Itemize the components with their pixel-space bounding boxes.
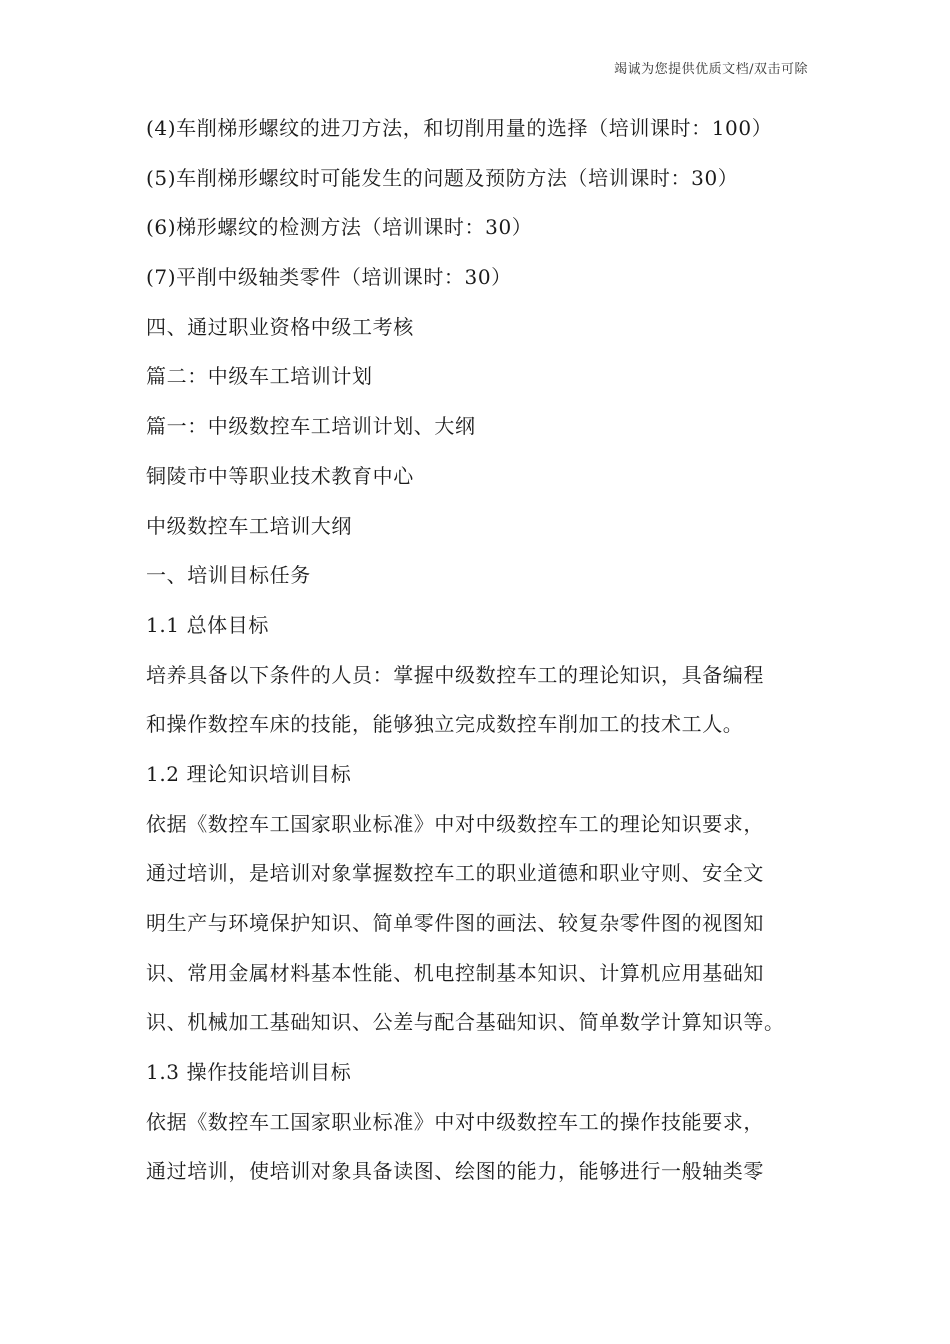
text-line: (6)梯形螺纹的检测方法（培训课时：30）	[146, 215, 533, 240]
subsection-heading: 1.2 理论知识培训目标	[146, 761, 352, 786]
subsection-heading: 1.1 总体目标	[146, 612, 269, 637]
text-line: 识、机械加工基础知识、公差与配合基础知识、简单数学计算知识等。	[146, 1010, 785, 1035]
text-line: 识、常用金属材料基本性能、机电控制基本知识、计算机应用基础知	[146, 960, 764, 985]
section-heading: 四、通过职业资格中级工考核	[146, 314, 414, 339]
text-line: 培养具备以下条件的人员：掌握中级数控车工的理论知识，具备编程	[146, 662, 764, 687]
text-line: 和操作数控车床的技能，能够独立完成数控车削加工的技术工人。	[146, 712, 744, 737]
text-line: 通过培训，是培训对象掌握数控车工的职业道德和职业守则、安全文	[146, 861, 764, 886]
section-heading: 一、培训目标任务	[146, 563, 311, 588]
document-body	[146, 104, 826, 1197]
text-line: (7)平削中级轴类零件（培训课时：30）	[146, 265, 512, 290]
document-title: 中级数控车工培训大纲	[146, 513, 352, 538]
text-line: (4)车削梯形螺纹的进刀方法，和切削用量的选择（培训课时：100）	[146, 116, 773, 140]
text-line: 依据《数控车工国家职业标准》中对中级数控车工的操作技能要求，	[146, 1109, 764, 1134]
header-note: 竭诚为您提供优质文档/双击可除	[614, 62, 808, 77]
subsection-heading: 1.3 操作技能培训目标	[146, 1060, 352, 1085]
text-line: (5)车削梯形螺纹时可能发生的问题及预防方法（培训课时：30）	[146, 165, 739, 190]
section-heading: 篇一：中级数控车工培训计划、大纲	[146, 414, 476, 439]
text-line: 通过培训，使培训对象具备读图、绘图的能力，能够进行一般轴类零	[146, 1159, 764, 1184]
text-line: 明生产与环境保护知识、简单零件图的画法、较复杂零件图的视图知	[146, 911, 764, 935]
section-heading: 篇二：中级车工培训计划	[146, 364, 373, 389]
text-line: 铜陵市中等职业技术教育中心	[146, 463, 414, 488]
text-line: 依据《数控车工国家职业标准》中对中级数控车工的理论知识要求，	[146, 811, 764, 836]
